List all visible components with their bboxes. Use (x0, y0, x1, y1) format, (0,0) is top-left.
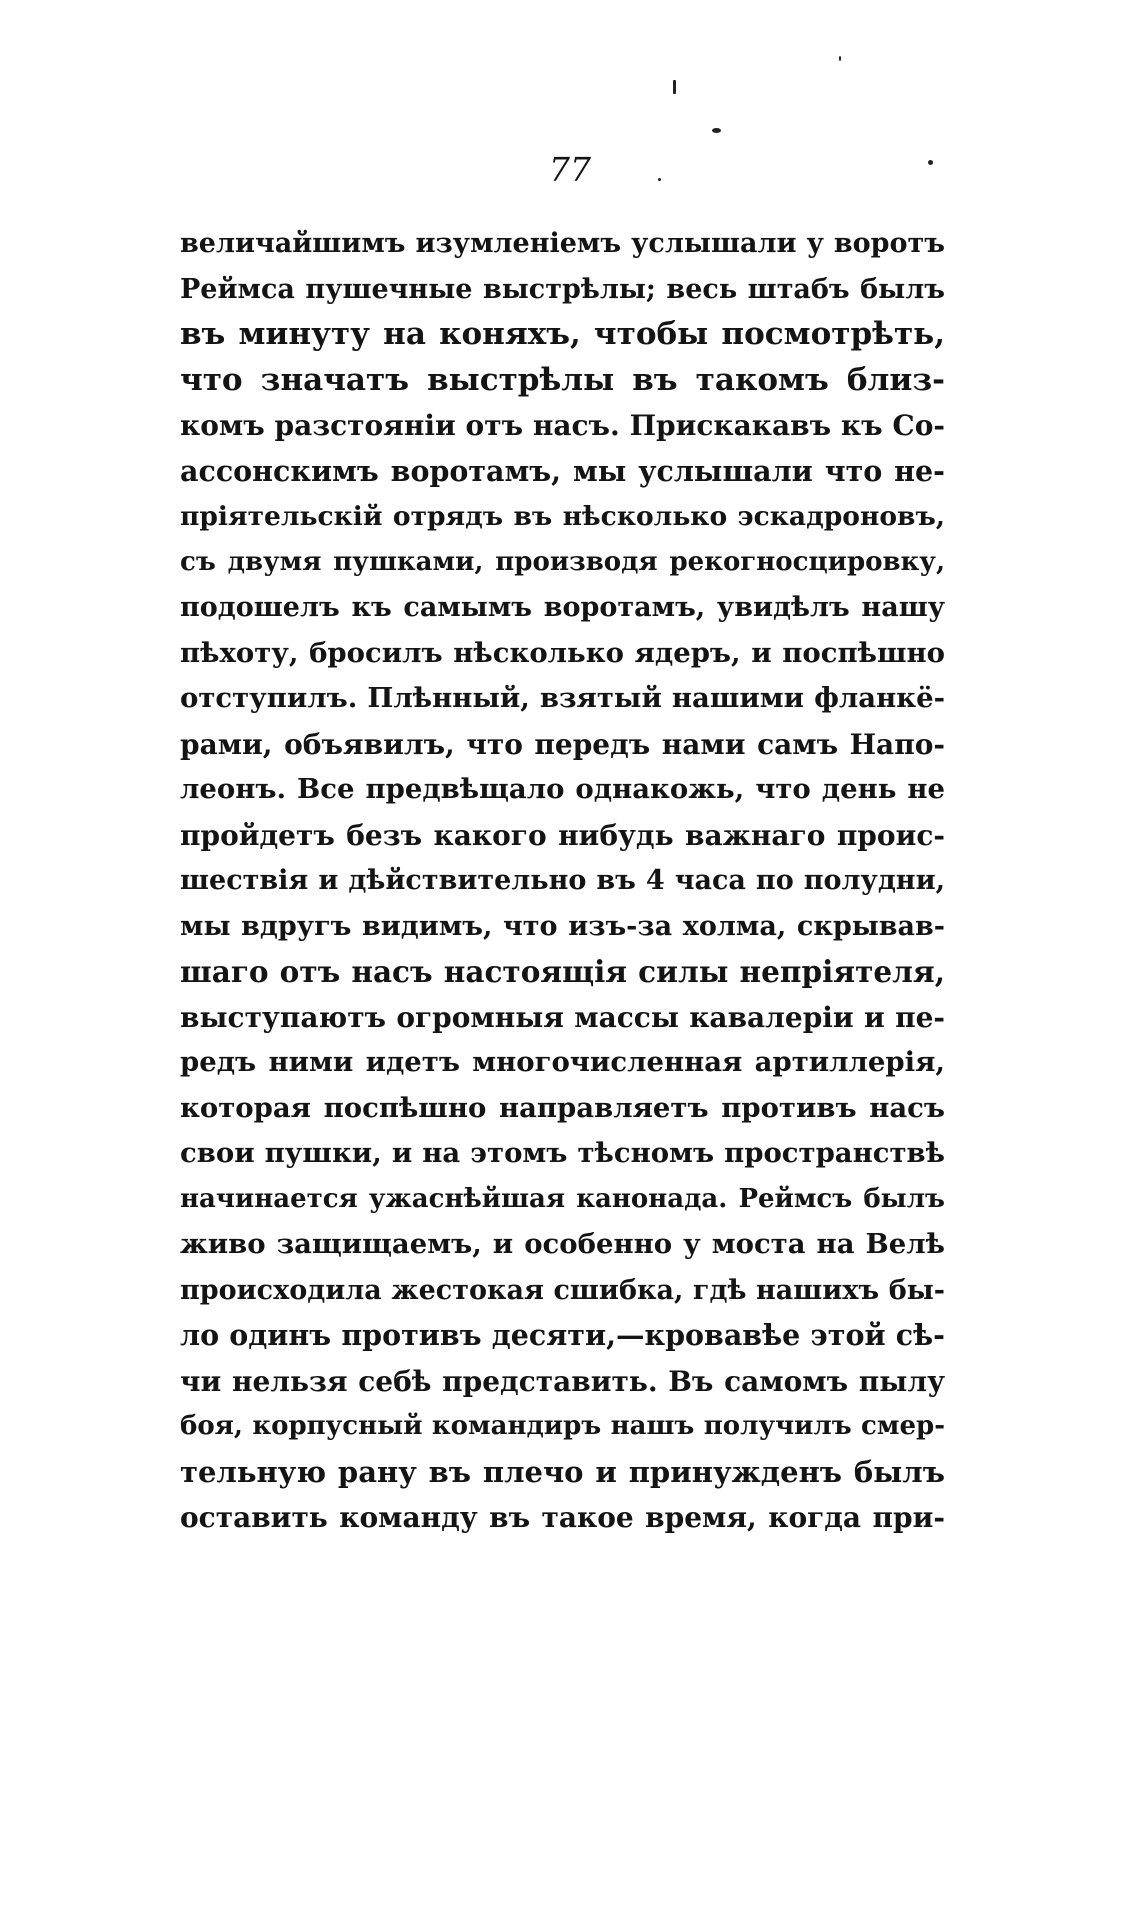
text-line: живо защищаемъ, и особенно у моста на Велѣ (180, 1228, 945, 1260)
text-line: комъ разстояніи отъ насъ. Прискакавъ къ Со- (180, 409, 945, 442)
text-line: отступилъ. Плѣнный, взятый нашими фланкё- (180, 682, 945, 714)
text-line: оставить команду въ такое время, когда при- (180, 1501, 945, 1534)
text-line: выступаютъ огромныя массы кавалеріи и пе- (180, 1000, 945, 1034)
text-line: начинается ужаснѣйшая канонада. Реймсъ былъ (180, 1183, 945, 1214)
text-line: пройдетъ безъ какого нибудь важнаго проис- (180, 818, 945, 852)
text-line: шествія и дѣйствительно въ 4 часа по полудни, (180, 865, 945, 896)
text-line: происходила жестокая сшибка, гдѣ нашихъ бы- (180, 1274, 945, 1306)
text-line: боя, корпусный командиръ нашъ получилъ смер- (180, 1411, 945, 1441)
page-number: 77 (549, 150, 591, 189)
text-line: свои пушки, и на этомъ тѣсномъ пространствѣ (180, 1137, 945, 1169)
scan-speck (712, 128, 721, 133)
text-line: чи нельзя себѣ представить. Въ самомъ пылу (180, 1364, 945, 1398)
text-line: Реймса пушечные выстрѣлы; весь штабъ былъ (180, 273, 945, 305)
scan-speck (839, 56, 841, 61)
text-line: мы вдругъ видимъ, что изъ-за холма, скрывав- (180, 910, 945, 942)
text-line: ло одинъ противъ десяти,—кровавѣе этой сѣ- (180, 1318, 945, 1352)
text-line: что значатъ выстрѣлы въ такомъ близ- (180, 361, 945, 398)
text-line: пріятельскій отрядъ въ нѣсколько эскадроновъ, (180, 501, 945, 532)
text-line: рами, объявилъ, что передъ нами самъ Напо- (180, 727, 945, 761)
text-line: которая поспѣшно направляетъ противъ насъ (180, 1091, 945, 1124)
text-line: величайшимъ изумленіемъ услышали у воротъ (180, 228, 945, 259)
scan-speck (673, 80, 676, 94)
text-line: съ двумя пушками, производя рекогносцировку, (180, 546, 945, 577)
text-line: подошелъ къ самымъ воротамъ, увидѣлъ нашу (180, 592, 945, 623)
text-line: ассонскимъ воротамъ, мы услышали что не- (180, 453, 945, 488)
text-line: шаго отъ насъ настоящія силы непріятеля, (180, 954, 945, 989)
text-line: леонъ. Все предвѣщало однакожь, что день не (180, 773, 945, 805)
text-line: въ минуту на коняхъ, чтобы посмотрѣть, (180, 316, 945, 352)
body-text (180, 221, 945, 1541)
text-line: пѣхоту, бросилъ нѣсколько ядеръ, и поспѣшно (180, 636, 945, 669)
text-line: редъ ними идетъ многочисленная артиллерія, (180, 1046, 945, 1078)
text-line: тельную рану въ плечо и принужденъ былъ (180, 1454, 945, 1489)
